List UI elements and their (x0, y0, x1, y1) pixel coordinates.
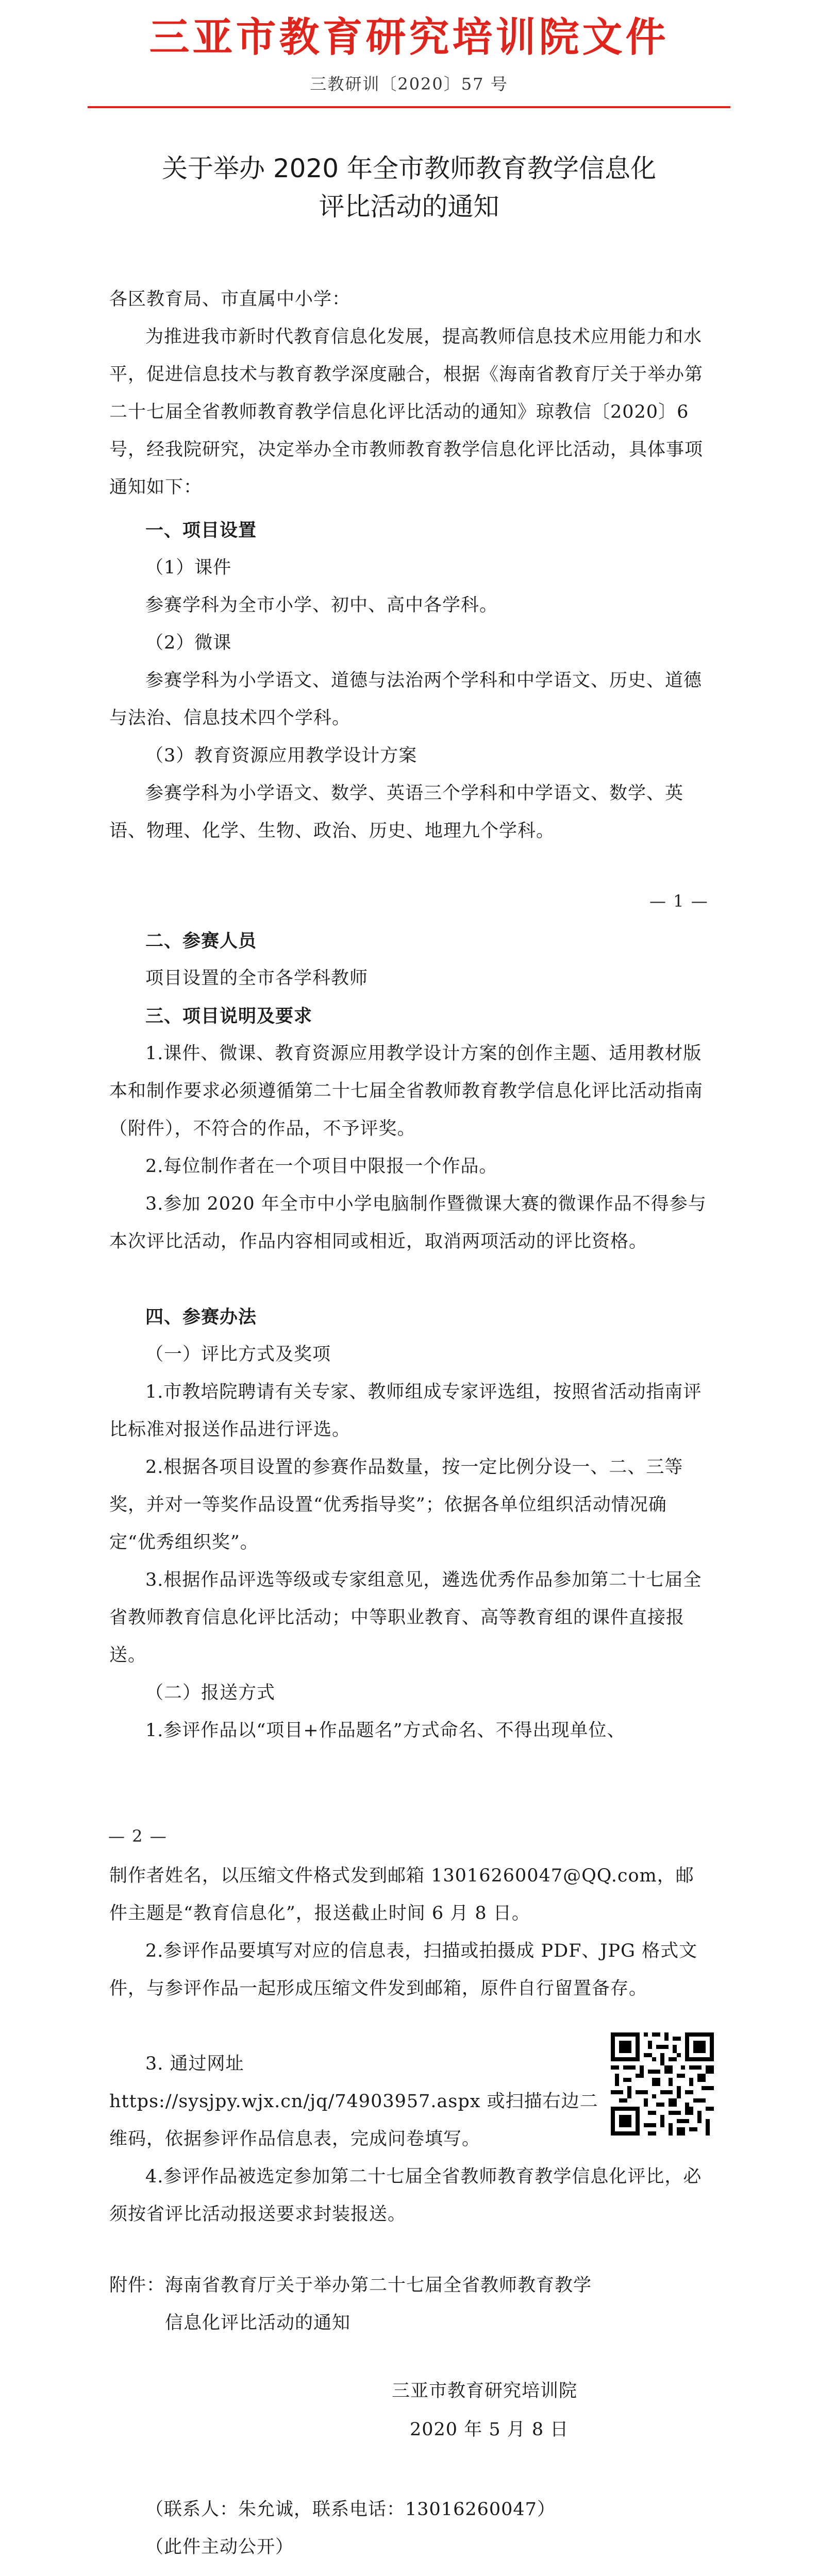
qr-code-icon[interactable] (611, 2032, 714, 2136)
intro-paragraph: 为推进我市新时代教育信息化发展，提高教师信息技术应用能力和水平，促进信息技术与教育教学深度融合，根据《海南省教育厅关于举办第二十七届全省教师教育教学信息化评比活动的通知》琼教信〔2020〕6 号，经我院研究，决定举办全市教师教育教学信息化评比活动，具体事项通知如下： (109, 327, 704, 498)
doc-number: 三教研训〔2020〕57 号 (310, 74, 508, 94)
page-number: — 2 — (108, 1826, 168, 1846)
org-title: 三亚市教育研究培训院文件 (149, 14, 669, 61)
signature-date: 2020 年 5 月 8 日 (410, 2419, 569, 2440)
section4-p3: 3.根据作品评选等级或专家组意见，遴选优秀作品参加第二十七届全省教师教育信息化评比活动；中等职业教育、高等教育组的课件直接报送。 (109, 1570, 702, 1666)
section4-sub2: （二）报送方式 (145, 1683, 276, 1703)
section4-p5: 2.参评作品要填写对应的信息表，扫描或拍摄成 PDF、JPG 格式文件，与参评作品一起形成压缩文件发到邮箱，原件自行留置备存。 (109, 1941, 698, 1999)
section2-heading: 二、参赛人员 (145, 930, 257, 952)
page-number: — 1 — (649, 891, 709, 911)
section2-text: 项目设置的全市各学科教师 (145, 968, 369, 989)
section3-p3: 3.参加 2020 年全市中小学电脑制作暨微课大赛的微课作品不得参与本次评比活动，作品内容相同或相近，取消两项活动的评比资格。 (109, 1194, 707, 1252)
section4-p1: 1.市教培院聘请有关专家、教师组成专家评选组，按照省活动指南评比标准对报送作品进行评选。 (109, 1382, 702, 1440)
section1-item1-text: 参赛学科为全市小学、初中、高中各学科。 (145, 595, 498, 616)
contact-info: （联系人：朱允诚，联系电话：13016260047） (145, 2499, 556, 2520)
signature-org: 三亚市教育研究培训院 (392, 2381, 578, 2401)
section4-p7: 4.参评作品被选定参加第二十七届全省教师教育教学信息化评比，必须按省评比活动报送要求封装报送。 (109, 2166, 702, 2225)
red-divider (88, 106, 730, 108)
doc-title: 关于举办 2020 年全市教师教育教学信息化 评比活动的通知 (161, 154, 657, 222)
section3-p1: 1.课件、微课、教育资源应用教学设计方案的创作主题、适用教材版本和制作要求必须遵循第二十七届全省教师教育教学信息化评比活动指南（附件），不符合的作品，不予评奖。 (109, 1043, 704, 1139)
section1-heading: 一、项目设置 (145, 520, 257, 541)
section4-p2: 2.根据各项目设置的参赛作品数量，按一定比例分设一、二、三等奖，并对一等奖作品设置“优秀指导奖”；依据各单位组织活动情况确定“优秀组织奖”。 (109, 1457, 683, 1553)
section1-item2-text: 参赛学科为小学语文、道德与法治两个学科和中学语文、历史、道德与法治、信息技术四个学科。 (109, 670, 703, 728)
section1-item1-title: （1）课件 (145, 557, 232, 578)
section3-p2: 2.每位制作者在一个项目中限报一个作品。 (145, 1156, 498, 1177)
section4-sub1: （一）评比方式及奖项 (145, 1344, 331, 1365)
section4-p4a: 1.参评作品以“项目+作品题名”方式命名、不得出现单位、 (145, 1720, 626, 1741)
salutation: 各区教育局、市直属中小学： (109, 289, 351, 310)
section4-p4b: 制作者姓名，以压缩文件格式发到邮箱 13016260047@QQ.com，邮件主题是“教育信息化”，报送截止时间 6 月 8 日。 (109, 1866, 694, 1924)
section1-item2-title: （2）微课 (145, 633, 232, 653)
attachment: 附件：海南省教育厅关于举办第二十七届全省教师教育教学 信息化评比活动的通知 (109, 2275, 592, 2333)
section3-heading: 三、项目说明及要求 (145, 1006, 313, 1027)
section1-item3-text: 参赛学科为小学语文、数学、英语三个学科和中学语文、数学、英语、物理、化学、生物、政治、历史、地理九个学科。 (109, 783, 684, 841)
disclosure-note: （此件主动公开） (145, 2537, 294, 2557)
section4-p6: 3. 通过网址 https://sysjpy.wjx.cn/jq/74903957.aspx 或扫描右边二维码，依据参评作品信息表，完成问卷填写。 (109, 2054, 598, 2149)
section1-item3-title: （3）教育资源应用教学设计方案 (145, 745, 418, 766)
section4-heading: 四、参赛办法 (145, 1307, 257, 1328)
